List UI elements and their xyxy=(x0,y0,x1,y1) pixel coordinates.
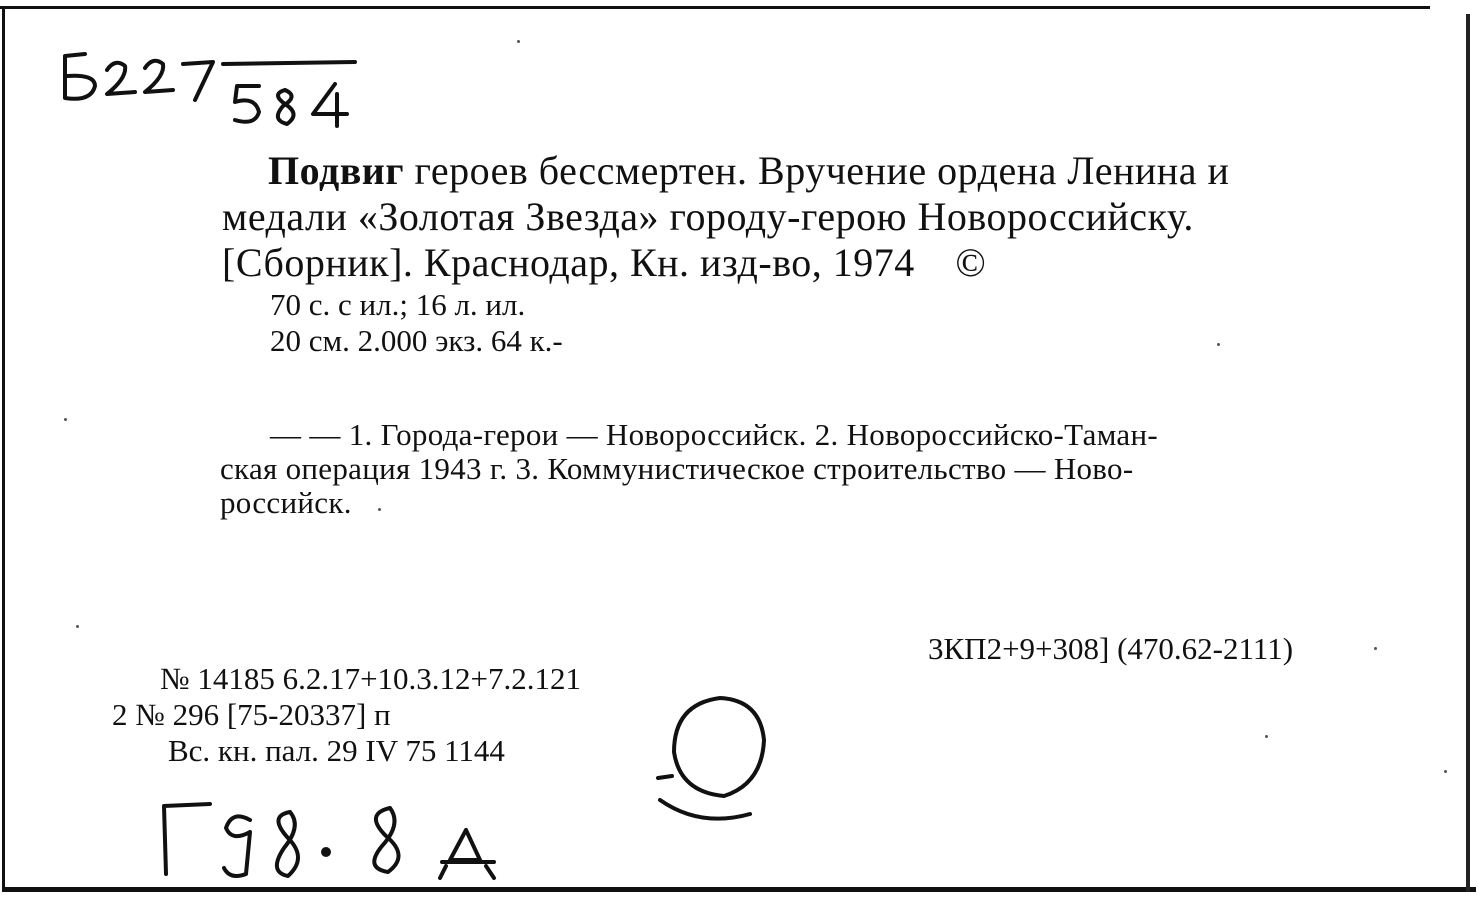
imprint-line xyxy=(222,240,986,286)
handwritten-call-number xyxy=(55,40,365,140)
subjects-line-3: российск. xyxy=(220,485,352,520)
card-number-line: № 14185 6.2.17+10.3.12+7.2.121 xyxy=(160,661,582,696)
card-border-top xyxy=(0,6,1430,9)
classification-code: 3КП2+9+308] (470.62-2111) xyxy=(928,631,1294,666)
subjects-line-2: ская операция 1943 г. 3. Коммунистическое строительство — Ново- xyxy=(220,451,1134,486)
handwritten-shelf-mark xyxy=(150,796,530,886)
card-border-bottom xyxy=(2,887,1476,892)
speck xyxy=(1217,343,1220,346)
collation-line-1: 70 с. с ил.; 16 л. ил. xyxy=(270,287,526,322)
hand-drawn-oval xyxy=(650,688,780,828)
card-border-right xyxy=(1466,14,1470,892)
title-rest: героев бессмертен. Вручение ордена Ленина и xyxy=(404,148,1230,193)
speck xyxy=(76,625,79,628)
speck xyxy=(64,418,67,421)
collation-line-2: 20 см. 2.000 экз. 64 к.- xyxy=(270,323,563,358)
card-border-left xyxy=(2,6,5,890)
title-line-2: медали «Золотая Звезда» городу-герою Новороссийску. xyxy=(222,194,1194,239)
title-line-1 xyxy=(268,148,1229,194)
copyright-mark: © xyxy=(955,240,987,285)
subjects-line-1: — — 1. Города-герои — Новороссийск. 2. Новороссийско-Таман- xyxy=(270,417,1158,452)
speck xyxy=(1444,770,1447,773)
order-number-line: 2 № 296 [75-20337] п xyxy=(112,697,391,732)
speck xyxy=(1374,647,1377,650)
chamber-line: Вс. кн. пал. 29 IV 75 1144 xyxy=(168,733,505,768)
imprint-text: [Сборник]. Краснодар, Кн. изд-во, 1974 xyxy=(222,240,915,285)
title-first-word: Подвиг xyxy=(268,148,405,193)
speck xyxy=(517,40,520,43)
speck xyxy=(378,508,381,511)
speck xyxy=(1265,735,1268,738)
